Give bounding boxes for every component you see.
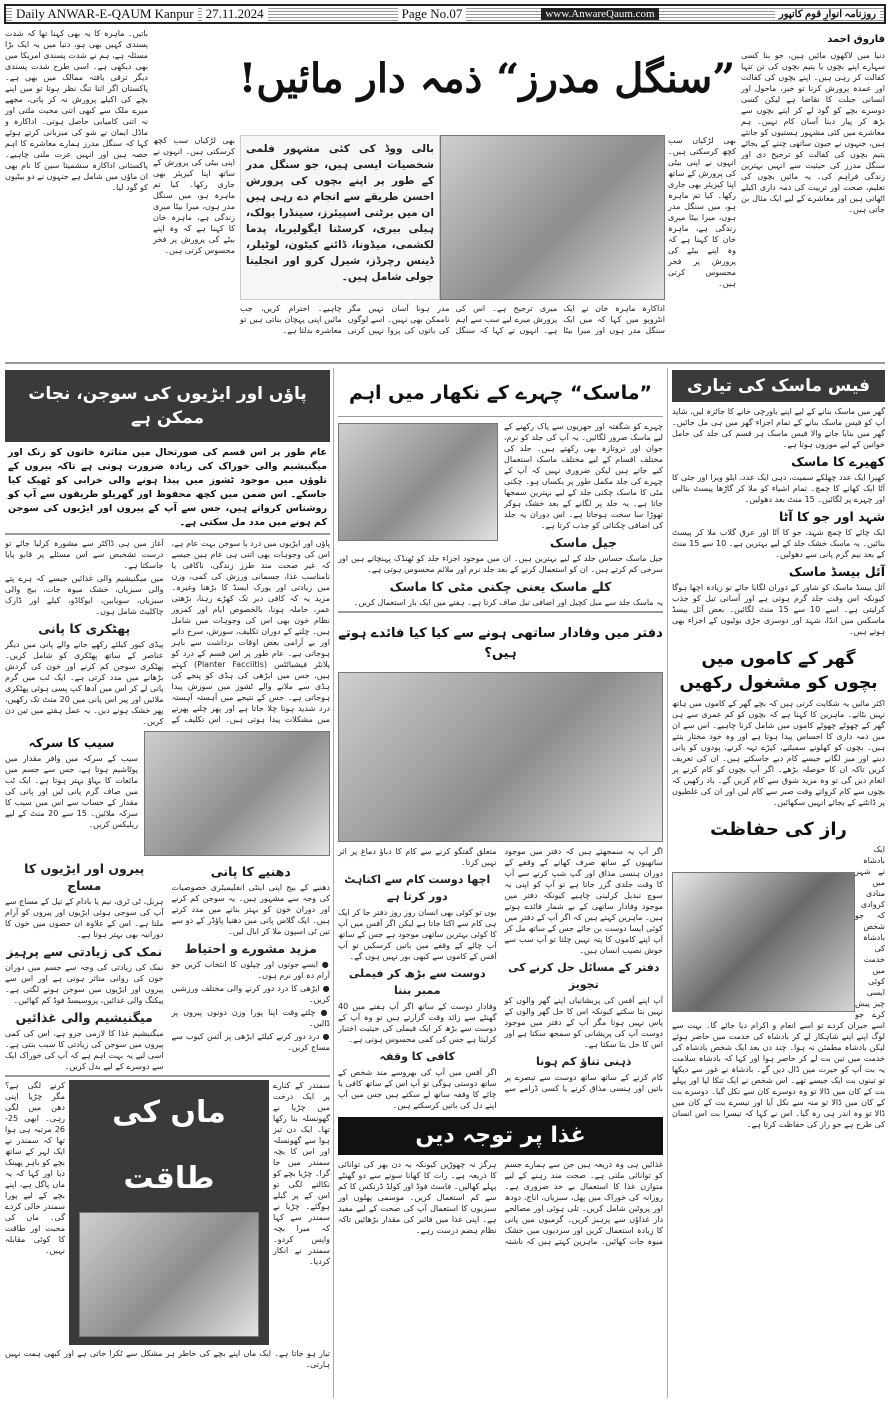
secret-body: [672, 844, 885, 1130]
facemask-text: کھیرا ایک عدد چھلکے سمیت، دہی ایک عدد، ایلو ویرا اور جئی کا آٹا ایک کھانے کا چمچ۔ تمام اشیاء کو ملا کر گاڑھا پیسٹ بنالیں اور چہرے پر لگائیں۔ 15 منٹ بعد دھولیں۔: [672, 473, 885, 504]
urdu-masthead: روزنامہ انوارِ قوم کانپور: [775, 9, 880, 20]
facemask-text: آئل بیسڈ ماسک کو شاور کے دوران لگایا جائے تو زیادہ اچھا ہوگا کیونکہ اس وقت جلد گرم ہوتی ہے اور آسانی تیل کو جذب کرلیتی ہے۔ اسے 10 سے 15 منٹ لگائیں۔ بعض آئل بیسڈ ماسکس میں انڈا، شہد اور دوسری جڑی بوٹیوں کے اجزاء بھی ہوتے ہیں۔: [672, 583, 885, 636]
tips-list: ● ایسے جوتوں اور چپلوں کا انتخاب کریں جو آرام دہ اور نرم ہوں۔ ● ایڑھی کا درد دور کرنے والی مختلف ورزشیں کریں۔ ● چلتے وقت اپنا پورا وزن دونوں پیروں پر ڈالیں۔ ● درد دور کرنے کیلئے ایڑھی پر آئس کیوب سے مساج کریں۔: [171, 960, 330, 1052]
food-text: غذائیں ہی وہ ذریعہ ہیں جن سے ہمارے جسم کو توانائی ملتی ہے۔ صحت مند رہنے کے لیے متوازن غذا کا استعمال بے حد ضروری ہے۔ روزانہ کی خوراک میں پھل، سبزیاں، اناج، دودھ اور پروٹین شامل کریں۔ تلی ہوئی اور مصالحے دار غذاؤں سے پرہیز کریں۔ گرمیوں میں پانی کا زیادہ استعمال کریں اور سردیوں میں خشک میوہ جات کھائیں۔ ماہرین کہتے ہیں کہ ناشتہ ہرگز نہ چھوڑیں کیونکہ یہ دن بھر کی توانائی کا ذریعہ ہے۔ رات کا کھانا سونے سے دو گھنٹے پہلے کھالیں۔ فاسٹ فوڈ اور کولڈ ڈرنکس کا کم سے کم استعمال کریں۔ موسمی پھلوں اور سبزیوں کا استعمال آپ کی صحت کے لیے مفید ہے۔ اپنی غذا میں فائبر کی مقدار بڑھائیں تاکہ نظام ہضم درست رہے۔: [338, 1160, 663, 1246]
subheading: مزید مشورے و احتیاط: [184, 941, 317, 956]
column-rule: [667, 368, 668, 1398]
subheading: دوست سے بڑھ کر فیملی ممبر بننا: [348, 967, 486, 997]
feet-text: پاؤں اور ایڑیوں میں درد یا سوجن بہت عام ہے، اس کی وجوہات بھی اتنی ہی عام ہیں جیسے کہ غیر صحت مند طرز زندگی، ناکافی یا نامناسب غذا، جسمانی ورزش کی کمی، وزن میں زیادتی اور یورک ایسڈ کا بڑھنا وغیرہ۔ مزید یہ کہ کافی دیر تک کھڑے رہنا، بڑھتی عمر، حاملہ ہونا، بالخصوص ایام اور کمزور نظام خون بھی اس کی وجوہات میں شامل ہیں۔ چلنے کے دوران تکلیف، سوزش، سرخ دانے اور بے آرامی بعض اوقات برداشت سے باہر ہوجاتی ہے۔ عام طور پر اس قسم کے درد کو پلانٹر فیشیائٹس (Planter Facciitis) کہتے ہیں، جس میں ایڑھی کی ہڈی کو پنجے کی ہڈی سے ملانے والے ٹشوز میں سوزش پیدا ہوجاتی ہے۔ جس کے نتیجے میں آہستہ آہستہ درد شدید ہوتا چلا جاتا ہے اور پھر چلنے پھرنے میں مشکلات پیدا ہوتی ہیں۔ اس تکلیف کے آغاز میں ہی ڈاکٹر سے مشورہ کرلیا جائے تو درست تشخیص سے اس مسئلے پر قابو پایا جاسکتا ہے۔: [5, 539, 330, 724]
hacker-photo: [672, 872, 855, 1012]
mother-photo: [79, 1212, 259, 1337]
mother-bottom: تیار ہو جاتا ہے۔ ایک ماں اپنے بچے کی خاطر ہر مشکل سے ٹکرا جاتی ہے اور کبھی ہمت نہیں ہارتی۔: [5, 1349, 330, 1369]
divider: [5, 1075, 330, 1077]
subheading: دھنیے کا پانی: [210, 864, 291, 879]
office-headline: دفتر میں وفادار ساتھی ہونے سے کیا کیا فائدے ہوتے ہیں؟: [338, 626, 663, 661]
page-number: Page No.07: [398, 6, 467, 22]
feet-apple-vinegar: [5, 731, 138, 856]
lead-col-mid: [153, 135, 235, 258]
tip-item: درد دور کرنے کیلئے ایڑھی پر آئس کیوب سے مساج کریں۔: [171, 1032, 330, 1052]
subheading: نمک کی زیادتی سے پرہیز: [6, 944, 163, 959]
subheading: شہد اور جو کا آٹا: [779, 509, 885, 524]
feet-headline: پاؤں اور ایڑیوں کی سوجن، نجات ممکن ہے: [5, 370, 330, 442]
kids-headline-line2: بچوں کو مشغول رکھیں: [679, 673, 878, 693]
office-colleagues-photo: [338, 672, 663, 842]
subheading: جیل ماسک: [549, 535, 618, 550]
divider: [5, 533, 330, 535]
mask-text: جیل ماسک حساس جلد کے لیے بہترین ہیں۔ ان میں موجود اجزاء جلد کو ٹھنڈک پہنچاتے ہیں اور سرخی کم کرتے ہیں۔ ان کو استعمال کرنے کے بعد جلد نرم اور ملائم محسوس ہوتی ہے۔: [338, 554, 663, 574]
feet-text: میں میگنیشیم والی غذائیں جیسے کہ ہرے پتے والی سبزیاں، خشک میوہ جات، بیج والی سبزیاں، سویابین، ایوکاڈو، کیلے اور ڈارک چاکلیٹ شامل ہوں۔: [5, 574, 164, 616]
paper-name: Daily ANWAR-E-QAUM Kanpur: [12, 6, 198, 22]
feet-photo-row: [5, 731, 330, 856]
mother-row: [5, 1080, 330, 1345]
food-headline: غذا پر توجہ دیں: [338, 1117, 663, 1155]
subheading: ذہنی تناؤ کم ہونا: [536, 1055, 632, 1068]
kids-text: اکثر مائیں یہ شکایت کرتی ہیں کہ بچے گھر کے کاموں میں ہاتھ نہیں بٹاتے۔ ماہرین کا کہنا ہے کہ بچوں کو کم عمری سے ہی گھر کے چھوٹے چھوٹے کاموں میں شامل کرنا چاہیے۔ اس سے ان میں ذمہ داری کا احساس پیدا ہوتا ہے اور وہ خود مختار بنتے ہیں۔ بچوں کو کھلونے سمیٹنے، کپڑے تہہ کرنے، پودوں کو پانی دینے اور میز لگانے جیسے کام دیے جاسکتے ہیں۔ ان کی تعریف کریں تاکہ ان کا حوصلہ بڑھے۔ اگر آپ بچوں کو کام کرنے پر انعام دیں گی تو وہ مزید شوق سے کام کریں گے۔ یاد رکھیں کہ بچوں سے کام کرواتے وقت صبر سے کام لیں اور ان کی غلطیوں پر ڈانٹنے کے بجائے انہیں سکھائیں۔: [672, 699, 885, 807]
lead-col-under: [240, 303, 665, 337]
subheading: دفتر کے مسائل حل کرنے کی تجویز: [508, 961, 660, 991]
office-body: [338, 846, 663, 1111]
feet-body-bottom: [5, 860, 330, 1072]
feet-text: دھنیے کے بیج اپنی اینٹی انفلیمیٹری خصوصیات کی وجہ سے مشہور ہیں۔ یہ سوجن کم کرنے اور دوران خون کو بہتر بنانے میں مدد کرتے ہیں۔ ایک گلاس پانی میں دھنیا پاؤڈر کے دو سے تین ٹی اسپون ملا کر ابال لیں۔: [171, 883, 330, 936]
food-body: [338, 1159, 663, 1247]
lead-photo-mother-child: [440, 135, 665, 300]
subheading: میگنیشیم والی غذائیں: [15, 1010, 153, 1025]
subheading: پھٹکری کا پانی: [38, 621, 131, 636]
office-text: اگر آپ یہ سمجھتے ہیں کہ دفتر میں موجود ساتھیوں کے ساتھ صرف کھانے کے وقفے کے دوران ہنسی مذاق اور گپ شپ کرنے سے آپ کا وقت جلدی گزر جاتا ہے تو آپ کو اپنی یہ سوچ تبدیل کرلینی چاہیے کیونکہ دفتر میں موجود وفادار ساتھی کے بے شمار فائدے ہوتے ہیں۔ ماہرین کہتے ہیں کہ اگر آپ کے دفتر میں کوئی ایسا دوست بن جائے جس کے ساتھ مل کر آپ اپنے کاموں کا پتہ نہیں چلتا تو آپ سب سے خوش نصیب انسان ہیں۔: [504, 847, 663, 955]
mother-col-right: سمندر کے کنارے پر ایک درخت میں چڑیا نے گھونسلہ بنا رکھا تھا۔ ایک دن تیز ہوا سے گھونسلہ اور اس کا بچہ سمندر میں جا گرا۔ چڑیا بچے کو نکالنے لگی تو اس کے پر گیلے ہوگئے۔ چڑیا نے سمندر سے کہا کہ میرا بچہ واپس کردو۔ سمندر نے انکار کردیا۔: [273, 1081, 330, 1266]
facemask-text: ایک چائے کا چمچ شہد، جو کا آٹا اور عرق گلاب ملا کر پیسٹ بنائیں۔ یہ ماسک خشک جلد کے لیے بہترین ہے۔ 10 سے 15 منٹ کے بعد نیم گرم پانی سے دھولیں۔: [672, 528, 885, 559]
lead-summary-box: [240, 135, 440, 300]
issue-date: 27.11.2024: [202, 6, 268, 22]
lead-col-left: [5, 28, 148, 195]
mask-woman-photo: [338, 423, 498, 541]
office-text: یوں تو کوئی بھی انسان روز روز دفتر جا کر ایک ہی کام سے اکتا جاتا ہے لیکن اگر آفس میں آپ کا کوئی بہترین ساتھی موجود ہے جس کے ساتھ آپ چائے کے وقفے میں باتیں کرسکیں تو آپ آفس کے کاموں سے کبھی بور نہیں ہوں گے۔: [338, 908, 497, 961]
mask-text: چہرے کو شگفتہ اور جھریوں سے پاک رکھنے کے لیے ماسک ضرور لگائیں۔ یہ آپ کی جلد کو نرم، جوان اور تروتازہ بھی رکھتے ہیں۔ جلد کی مختلف اقسام کے لیے مختلف ماسک استعمال کیے جاتے ہیں لیکن ضروری نہیں کہ آپ کے چہرے کی جلد مکمل طور پر یکساں ہو۔ چکنی مٹی کا ماسک چکنی جلد کے لیے بہترین سمجھا جاتا ہے۔ یہ جلد پر لگانے کے بعد خشک ہوکر تھوڑا سا سخت ہوجاتا ہے۔ اس دوران یہ جلد کی اضافی چکنائی کو جذب کرتا ہے۔: [504, 422, 663, 530]
tip-item: ایڑھی کا درد دور کرنے والی مختلف ورزشیں کریں۔: [171, 984, 330, 1004]
tip-item: ایسے جوتوں اور چپلوں کا انتخاب کریں جو آرام دہ اور نرم ہوں۔: [171, 960, 330, 980]
facemask-headline: فیس ماسک کی تیاری: [672, 370, 885, 402]
lead-text: بھی لڑکیاں سب کچھ کرسکتی ہیں۔ انہوں نے اپنی بیٹی کی پرورش کے ساتھ اپنا کیریئر بھی جاری رکھا۔ کیا تم ماہرہ ہو، میں سنگل مدر ہوں، میرا بیٹا میری زندگی ہے، ماہرہ خان کا کہنا ہے کہ وہ اپنے بیٹے کی پرورش پر فخر محسوس کرتی ہیں۔: [668, 136, 736, 288]
lead-col-right-inner: [668, 135, 736, 291]
feet-intro: عام طور پر اس قسم کی صورتحال میں متاثرہ خاتون کو زنک اور میگنیشیم والی خوراک کی زیادہ ضرورت ہوتی ہے تاکہ پیروں کے تلوؤں میں موجود ٹشوز میں پیدا ہونے والی خرابی کو ٹھیک کیا جاسکے۔ اس ضمن میں کچھ محفوظ اور گھریلو طریقوں سے آپ کو روشناس کرواتے ہیں، جس سے آپ کے پیروں اور ایڑیوں کی سوجن کم ہونے میں مدد مل سکتی ہے۔: [8, 447, 327, 528]
feet-text: سیب کے سرکہ میں وافر مقدار میں پوٹاشیم ہوتا ہے، جس سے جسم میں مائعات کا بہاؤ بہتر ہوتا ہے۔ ایک ٹب میں صاف گرم پانی لیں اور پانی کی مقدار کے حساب سے اس میں سیب کا سرکہ ملائیں۔ 15 سے 20 منٹ کے لیے ریلیکس کریں۔: [5, 754, 138, 829]
website-link[interactable]: www.AnwareQaum.com: [541, 8, 658, 20]
divider: [338, 611, 663, 613]
lead-text: اداکارہ ماہرہ خان نے ایک انٹرویو میں کہا کہ میں ایک سنگل مدر ہوں اور میرا بیٹا میری ترجیح ہے۔ اس کی پرورش میرے لیے سب سے اہم ہے۔ انہوں نے کہا کہ سنگل مدر ہونا آسان نہیں مگر ناممکن بھی نہیں۔ اسے لوگوں کی باتوں کی پروا نہیں کرنی چاہیے۔ احترام کریں، جب مائیں اپنی پہچان بناتی ہیں تو معاشرہ بدلتا ہے۔: [240, 304, 665, 335]
mother-headline: ماں کی طاقت: [112, 1095, 226, 1196]
facemask-body: [672, 406, 885, 637]
tip-item: چلتے وقت اپنا پورا وزن دونوں پیروں پر ڈالیں۔: [171, 1008, 330, 1028]
feet-massage-photo: [144, 731, 330, 856]
middle-column: [338, 370, 663, 1247]
feet-text: میگنیشیم غذا کا لازمی جزو ہے، اس کی کمی پیروں میں سوجن کی زیادتی کا سبب بنتی ہے۔ اسی لیے یہ بہت اہم ہے کہ آپ کی خوراک ایک سے دوسرے کے لیے بدل کریں۔: [5, 1029, 164, 1071]
byline: فاروق احمد: [827, 34, 885, 45]
feet-text: نمک کی زیادتی کی وجہ سے جسم میں دوران خون کی روانی متاثر ہوتی ہے اور اس سے پیروں اور ایڑیوں میں سوجن ہونے لگتی ہے۔ پیکنگ والی غذائیں، پروسیسڈ فوڈ کم کھائیں۔: [5, 963, 164, 1005]
kids-body: [672, 698, 885, 808]
lead-col-right: [741, 28, 885, 215]
lead-text: بھی لڑکیاں سب کچھ کرسکتی ہیں۔ انہوں نے اپنی بیٹی کی پرورش کے ساتھ اپنا کیریئر بھی جاری رکھا۔ کیا تم ماہرہ ہو، میں سنگل مدر ہوں، میرا بیٹا میری زندگی ہے، ماہرہ خان کا کہنا ہے کہ وہ اپنے بیٹے کی پرورش پر فخر محسوس کرتی ہیں۔: [153, 136, 235, 255]
subheading: پیروں اور ایڑیوں کا مساج: [24, 861, 145, 893]
lead-summary: بالی ووڈ کی کئی مشہور فلمی شخصیات ایسی ہیں، جو سنگل مدر کے طور پر اپنے بچوں کی پرورش احسن طریقے سے انجام دے رہی ہیں ان میں برٹنی اسپیئرز، سینڈرا بولک، ہیلی بیری، کرسٹنا ایگولیریا، پدما لکشمی، میڈونا، ڈائنے کیٹون، لوٹیلر، ڈینس رچرڈز، شیرل کرو اور انجلینا جولی شامل ہیں۔: [246, 143, 434, 283]
lead-text: دنیا میں لاکھوں مائیں ہیں، جو بنا کسی سہارے اپنے بچوں یا یتیم بچوں کی تن تنہا کفالت کر رہی ہیں۔ اپنے بچوں کی کفالت اور عمدہ پرورش کرنا تو خیر، ماحول اور انسانی جبلت کا تقاضا ہے لیکن کسی دوسرے بچے کو گود لے کر اپنے بچوں سے بڑھ کر پیار دینا آسان کام نہیں۔ ہم معاشرے میں کئی مشہور ہستیوں کو جانتے ہیں، جنہوں نے جیون ساتھی چننے کے بجائے یتیم بچوں کی کفالت کو ترجیح دی اور سنگل مدرز کی حیثیت سے انہیں بہترین زندگی فراہم کی۔ یہ مائیں بچوں کی تعلیم، صحت اور تربیت کی ذمہ داری اکیلے اٹھاتی ہیں اور معاشرے کے لیے ایک مثال بن جاتی ہیں۔: [741, 51, 885, 214]
subheading: کھیرے کا ماسک: [791, 454, 885, 469]
feet-body-top: [5, 538, 330, 727]
subheading: آئل بیسڈ ماسک: [788, 564, 885, 579]
office-text: اگر آفس میں آپ کی بھروسے مند شخص کے ساتھ دوستی ہوگی تو آپ اس کے ساتھ کافی یا چائے کا وقفہ ساتھ لے سکتے ہیں جس میں آپ اپنے دل کی باتیں کرسکتے ہیں۔: [338, 1068, 497, 1110]
right-column: [672, 370, 885, 1132]
feet-text: ہربل، ٹی ٹری، نیم یا بادام کے تیل کے مساج سے آپ کی سوجی ہوئی ایڑیوں اور پیروں کو آرام ملتا ہے۔ اس کے علاوہ ان حصوں میں خون کا دورانیہ بھی بہتر ہوتا ہے۔: [5, 897, 164, 939]
subheading: سیب کا سرکہ: [28, 735, 115, 750]
divider: [5, 362, 885, 364]
subheading: کافی کا وقفہ: [379, 1050, 455, 1063]
mask-text: یہ ماسک جلد سے میل کچیل اور اضافی تیل صاف کرتا ہے۔ ہفتے میں ایک بار استعمال کریں۔: [353, 598, 663, 607]
left-column: [5, 370, 330, 1370]
masthead-bar: [4, 4, 886, 24]
mask-headline: ”ماسک“ چہرے کے نکھار میں اہم: [338, 370, 663, 417]
office-text: کام کرنے کے ساتھ ساتھ دوست سے تبصرے پر باتیں اور ہنسی مذاق کرنے یا کسی ڈرامے سے متعلق گفتگو کرنے سے کام کا دباؤ دماغ پر اثر نہیں کرتا۔: [338, 847, 663, 1093]
lead-headline: ”سنگل مدرز“ ذمہ دار مائیں!: [238, 55, 736, 102]
secret-headline: راز کی حفاظت: [710, 819, 847, 840]
feet-text: پیڈی کیور کیلئے رکھے جانے والے پانی میں دیگر عناصر کے ساتھ پھٹکری کو شامل کریں۔ پھٹکری سوجن کم کرنے اور خون کی گردش بڑھانے میں مدد کرتی ہے۔ ایک ٹب میں گرم پانی لے کر اس میں آدھا کپ پسی ہوئی پھٹکری ملائیں اور پیر اس پانی میں 20 منٹ تک رکھیں، پھر خشک ہونے دیں۔ یہ عمل ہفتے میں تین دن کریں۔: [5, 640, 164, 726]
mother-col-left: کرنے لگی ہے؟ مگر چڑیا اپنی دھن میں لگی رہی۔ ابھی 25-26 مرتبہ ہی ہوا تھا کہ سمندر نے ایک لہر کے ساتھ بچے کو باہر پھینک دیا اور کہا کہ یہ ماں پاگل ہے، اپنے بچے کے لیے پورا سمندر خالی کردے گی۔ ماں کی محبت اور طاقت کا کوئی مقابلہ نہیں۔: [5, 1081, 65, 1255]
column-rule: [333, 368, 334, 1398]
subheading: کلے ماسک یعنی چکنی مٹی کا ماسک: [389, 579, 612, 594]
secret-text: ایک بادشاہ نے شہر میں منادی کروادی کہ جو شخص بادشاہ کی خدمت میں کوئی ایسی چیز پیش کرے جو اسے حیران کردے تو اسے انعام و اکرام دیا جائے گا۔ بہت سے لوگ اپنے اپنے شاہکار لے کر بادشاہ کی خدمت میں حاضر ہوئے لیکن بادشاہ مطمئن نہ ہوا۔ چند دن بعد ایک شخص بادشاہ کی خدمت میں تین بت لے کر حاضر ہوا اور کہا کہ بادشاہ سلامت یہ بت آپ کو حیرت میں ڈال دیں گے۔ بادشاہ نے غور سے دیکھا تو تینوں بت ایک جیسے تھے۔ اس شخص نے ایک تنکا لیا اور پہلے بت کے کان میں ڈالا تو وہ دوسرے کان سے نکل گیا۔ دوسرے بت کے کان میں ڈالا تو منہ سے نکل آیا اور تیسرے بت کے کان میں ڈالا تو وہ اندر ہی رہ گیا۔ اس نے کہا کہ تیسرا بت اس انسان کی طرح ہے جو راز کی حفاظت کرتا ہے۔: [672, 845, 885, 1129]
kids-headline-line1: گھر کے کاموں میں: [701, 649, 856, 669]
facemask-text: گھر میں ماسک بنانے کے لیے اپنے باورچی خانے کا جائزہ لیں، شاید آپ کو فیس ماسک بنانے کے تمام اجزاء گھر میں ہی مل جائیں۔ گھر میں بنایا جانے والا فیس ماسک ہر قسم کی جلد کی حامل خواتین کے لیے موزوں ہوتا ہے۔: [672, 407, 885, 449]
office-text: وفادار دوست کے ساتھ اگر آپ ہفتے میں 40 گھنٹے سے زائد وقت گزارتے ہیں تو وہ آپ کے دوست سے بڑھ کر ایک فیملی کی حیثیت اختیار کرلیتا ہے جس کی کمی محسوس ہوتی ہے۔: [338, 1002, 497, 1044]
office-text: آپ اپنے آفس کی پریشانیاں اپنے گھر والوں کو نہیں بتا سکتے کیونکہ اس کا حل گھر والوں کے پاس نہیں ہوتا مگر آپ کے دفتر میں موجود دوست آپ کی پریشانی کو سمجھ سکتا ہے اور اس کا حل بتا سکتا ہے۔: [504, 996, 663, 1049]
mother-box: [69, 1080, 269, 1345]
subheading: اچھا دوست کام سے اکتاہٹ دور کرتا ہے: [344, 873, 491, 903]
kids-headline: [672, 647, 885, 695]
lead-center: [240, 135, 665, 337]
lead-text: باتیں۔ ماہرہ کا یہ بھی کہنا تھا کہ شدت پسندی کہیں بھی ہو، دنیا میں یہ ایک بڑا مسئلہ ہے، ہم نے شدت پسندی امریکا میں بھی دیکھی ہے۔ اسی طرح شدت پسندی دیگر ترقی یافتہ ممالک میں بھی ہے۔ پاکستان اگر اتنا تنگ نظر ہوتا تو میں اپنے بچے کی اکیلے پرورش نہ کر پاتی، مجھے میرے ملک سے کبھی اتنی محبت ملتی اور نہ اتنی کامیابی حاصل ہوتی۔ اداکارہ و ماڈل ایمان نے شو کی میزبانی کرتے ہوئے کہا کہ سنگل مدرز ہمارے معاشرے کا اہم حصہ ہیں اور انہیں عزت ملنی چاہیے۔ پاکستانی اداکارہ سشمیتا سین کا نام بھی ان ماؤں میں شامل ہے جنہوں نے دو بیٹیوں کو گود لیا۔: [5, 29, 148, 192]
mask-body: [338, 421, 663, 608]
